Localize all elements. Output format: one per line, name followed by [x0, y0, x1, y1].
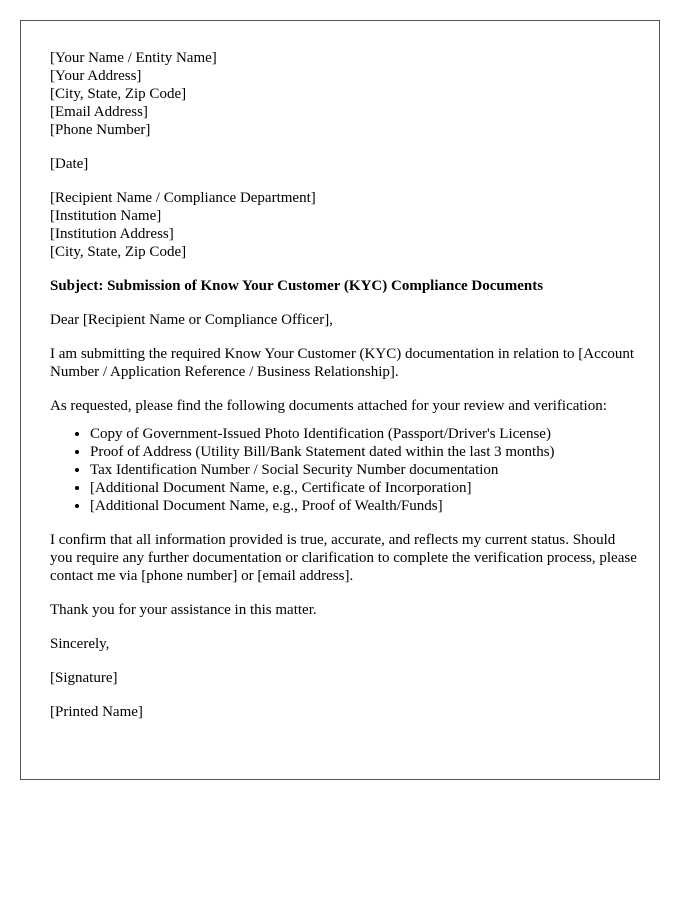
signature: [Signature]	[50, 670, 118, 686]
letter-body	[50, 49, 640, 737]
subject-line: Subject: Submission of Know Your Customer (KYC) Compliance Documents	[50, 278, 544, 294]
sender-phone: [Phone Number]	[50, 122, 151, 138]
intro-paragraph: I am submitting the required Know Your Customer (KYC) documentation in relation to [Account Number / Application Reference / Business Relationship].	[50, 346, 635, 380]
recipient-address: [Institution Address]	[50, 226, 174, 242]
list-item: • [Additional Document Name, e.g., Certificate of Incorporation]	[90, 479, 640, 497]
sender-email: [Email Address]	[50, 104, 148, 120]
recipient-name: [Recipient Name / Compliance Department]	[50, 190, 316, 206]
sender-address: [Your Address]	[50, 68, 142, 84]
list-item: • Proof of Address (Utility Bill/Bank Statement dated within the last 3 months)	[90, 443, 640, 461]
date-block	[50, 155, 640, 173]
thanks-paragraph: Thank you for your assistance in this matter.	[50, 602, 317, 618]
list-item: • Copy of Government-Issued Photo Identification (Passport/Driver's License)	[90, 425, 640, 443]
list-item: • Tax Identification Number / Social Security Number documentation	[90, 461, 640, 479]
letter-date: [Date]	[50, 156, 89, 172]
documents-list	[50, 425, 640, 515]
request-paragraph: As requested, please find the following documents attached for your review and verification:	[50, 398, 607, 414]
closing: Sincerely,	[50, 636, 110, 652]
salutation: Dear [Recipient Name or Compliance Officer],	[50, 312, 333, 328]
list-item: • [Additional Document Name, e.g., Proof of Wealth/Funds]	[90, 497, 640, 515]
sender-block	[50, 49, 640, 139]
sender-city-state-zip: [City, State, Zip Code]	[50, 86, 187, 102]
confirmation-paragraph: I confirm that all information provided is true, accurate, and reflects my current status. Should you require any further documentation or clarification to complete the verification process, please contact me via [phone number] or [email address].	[50, 532, 637, 584]
recipient-city-state-zip: [City, State, Zip Code]	[50, 244, 187, 260]
letter-page	[20, 20, 660, 780]
recipient-institution: [Institution Name]	[50, 208, 162, 224]
sender-name: [Your Name / Entity Name]	[50, 50, 217, 66]
recipient-block	[50, 189, 640, 261]
printed-name: [Printed Name]	[50, 704, 143, 720]
